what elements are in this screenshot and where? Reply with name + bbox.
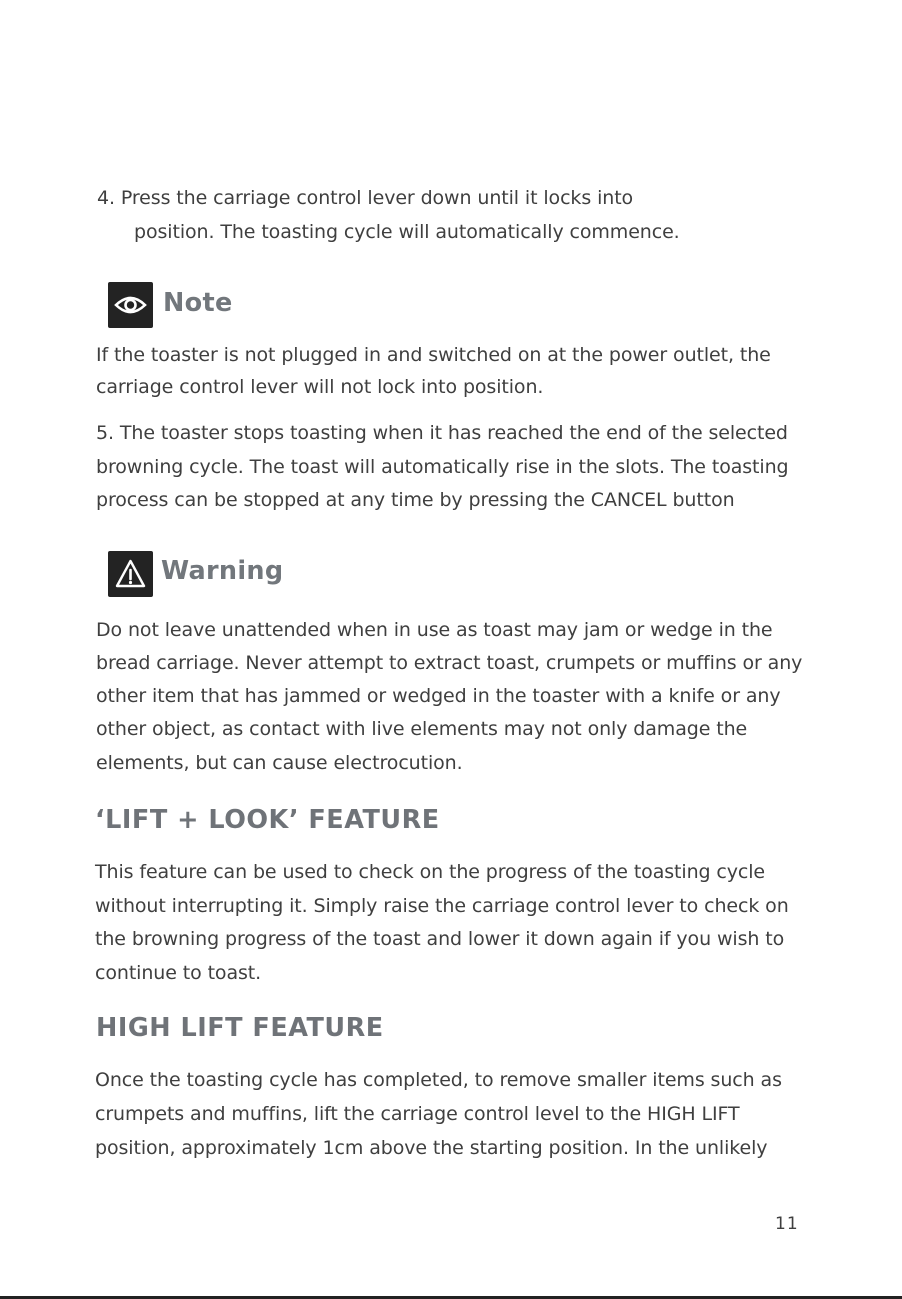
warning-triangle-icon xyxy=(108,551,153,597)
warning-line: elements, but can cause electrocution. xyxy=(96,752,463,774)
page-number: 11 xyxy=(775,1214,799,1234)
step-5-line: process can be stopped at any time by pressing the CANCEL button xyxy=(96,489,735,511)
step-4-line: 4. Press the carriage control lever down until it locks into xyxy=(97,187,634,209)
warning-line: Do not leave unattended when in use as toast may jam or wedge in the xyxy=(96,619,773,641)
step-4-line: position. The toasting cycle will automatically commence. xyxy=(134,221,680,243)
warning-title: Warning xyxy=(161,556,284,586)
step-5-line: 5. The toaster stops toasting when it has reached the end of the selected xyxy=(96,422,788,444)
lift-look-heading: ‘LIFT + LOOK’ FEATURE xyxy=(95,805,440,835)
high-lift-line: position, approximately 1cm above the starting position. In the unlikely xyxy=(95,1137,768,1159)
warning-line: other item that has jammed or wedged in the toaster with a knife or any xyxy=(96,685,781,707)
note-line: carriage control lever will not lock into position. xyxy=(96,376,544,398)
note-title: Note xyxy=(163,288,233,318)
warning-line: other object, as contact with live elements may not only damage the xyxy=(96,718,748,740)
high-lift-line: crumpets and muffins, lift the carriage control level to the HIGH LIFT xyxy=(95,1103,740,1125)
step-5-line: browning cycle. The toast will automatically rise in the slots. The toasting xyxy=(96,456,789,478)
lift-look-line: without interrupting it. Simply raise the carriage control lever to check on xyxy=(95,895,789,917)
eye-icon xyxy=(108,282,153,328)
high-lift-line: Once the toasting cycle has completed, to remove smaller items such as xyxy=(95,1069,782,1091)
lift-look-line: the browning progress of the toast and lower it down again if you wish to xyxy=(95,928,785,950)
lift-look-line: This feature can be used to check on the progress of the toasting cycle xyxy=(95,861,766,883)
note-line: If the toaster is not plugged in and switched on at the power outlet, the xyxy=(96,344,771,366)
lift-look-line: continue to toast. xyxy=(95,962,262,984)
high-lift-heading: HIGH LIFT FEATURE xyxy=(96,1013,384,1043)
warning-line: bread carriage. Never attempt to extract toast, crumpets or muffins or any xyxy=(96,652,803,674)
